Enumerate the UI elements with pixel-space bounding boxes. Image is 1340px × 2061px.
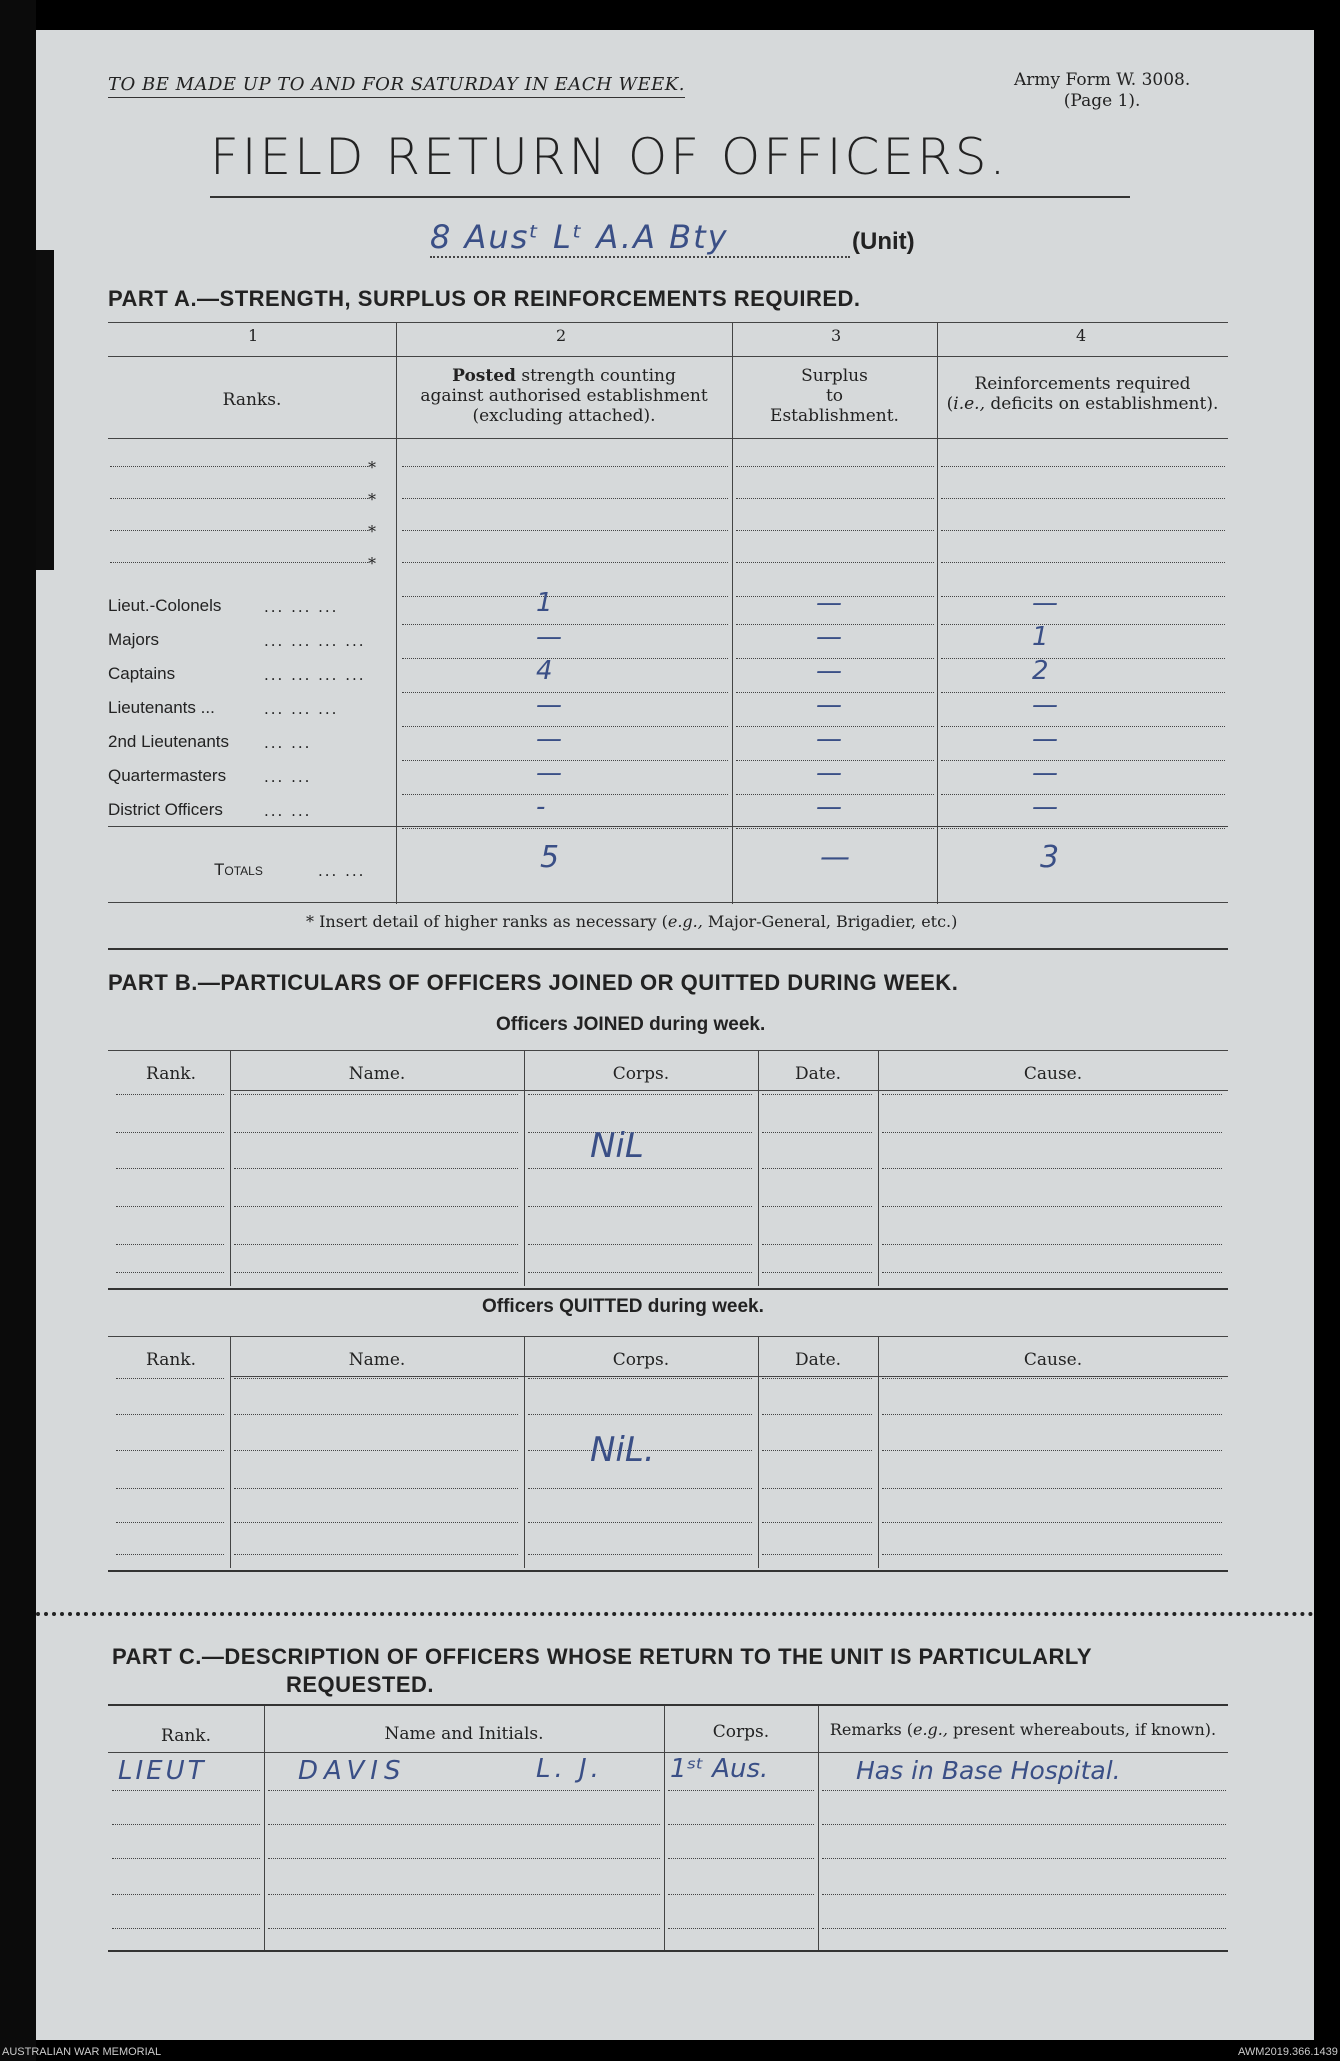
part-a-top-rule — [108, 322, 1228, 323]
rank-dots: ... ... ... ... — [264, 666, 366, 684]
surplus-value: — — [816, 792, 842, 822]
joined-col-header: Cause. — [1023, 1064, 1083, 1084]
reinf-line — [941, 562, 1225, 563]
joined-row-line — [234, 1094, 518, 1095]
quitted-row-line — [116, 1378, 224, 1379]
quitted-header-rule — [230, 1376, 1228, 1377]
joined-col-header: Date. — [794, 1064, 842, 1084]
posted-line — [402, 692, 728, 693]
surplus-value: — — [816, 724, 842, 754]
part-c-row-line — [268, 1894, 660, 1895]
part-a-end-rule — [108, 948, 1228, 950]
part-c-rank-entry: LIEUT — [118, 1756, 207, 1786]
joined-row-line — [762, 1132, 872, 1133]
joined-row-line — [116, 1272, 224, 1273]
reinf-value: — — [1032, 758, 1058, 788]
joined-row-line — [882, 1094, 1222, 1095]
posted-value: — — [536, 724, 562, 754]
surplus-line — [736, 466, 934, 467]
remarks-eg: e.g., — [912, 1720, 948, 1739]
part-c-row-line — [822, 1894, 1226, 1895]
part-c-row-line — [822, 1858, 1226, 1859]
total-posted: 5 — [540, 840, 560, 875]
part-c-row-line — [112, 1790, 260, 1791]
joined-row-line — [234, 1132, 518, 1133]
reinf-header-line2: deficits on establishment). — [990, 394, 1219, 414]
quitted-row-line — [762, 1522, 872, 1523]
joined-col-divider — [524, 1050, 525, 1286]
totals-bottom-rule — [108, 902, 1228, 903]
part-c-name-header: Name and Initials. — [384, 1724, 544, 1744]
weekly-instruction: TO BE MADE UP TO AND FOR SATURDAY IN EACH WEEK. — [108, 74, 685, 98]
joined-row-line — [882, 1272, 1222, 1273]
star-marker: * — [368, 522, 376, 541]
quitted-row-line — [234, 1488, 518, 1489]
joined-row-line — [234, 1272, 518, 1273]
part-c-end-rule — [108, 1950, 1228, 1952]
reinforcements-header: Reinforcements required (i.e., deficits on establishment). — [937, 374, 1228, 414]
part-c-title-line1: PART C.—DESCRIPTION OF OFFICERS WHOSE RETURN TO THE UNIT IS PARTICULARLY — [112, 1644, 1092, 1669]
quitted-row-line — [234, 1414, 518, 1415]
part-c-row-line — [668, 1790, 814, 1791]
joined-row-line — [116, 1244, 224, 1245]
quitted-row-line — [882, 1554, 1222, 1555]
reinf-value: 2 — [1032, 656, 1049, 686]
rank-label: Majors — [108, 630, 160, 649]
quitted-row-line — [528, 1554, 752, 1555]
quitted-row-line — [762, 1488, 872, 1489]
quitted-col-divider — [878, 1336, 879, 1568]
total-reinforcements: 3 — [1040, 840, 1060, 875]
joined-top-rule — [108, 1050, 1228, 1051]
joined-row-line — [882, 1206, 1222, 1207]
part-a-footnote — [306, 912, 957, 931]
totals-top-rule — [108, 826, 1228, 827]
quitted-row-line — [762, 1378, 872, 1379]
part-c-rank-header: Rank. — [161, 1726, 211, 1746]
unit-label: (Unit) — [852, 228, 915, 255]
posted-line — [402, 658, 728, 659]
col-number-3: 3 — [831, 326, 842, 345]
joined-title: Officers JOINED during week. — [496, 1014, 766, 1035]
part-c-remarks-entry: Has in Base Hospital. — [856, 1756, 1121, 1785]
higher-rank-line — [110, 530, 368, 531]
footnote-eg: e.g., — [667, 912, 703, 931]
posted-header-line1: strength counting — [521, 366, 676, 386]
army-form-id — [1014, 70, 1190, 112]
joined-row-line — [116, 1168, 224, 1169]
col-number-4: 4 — [1076, 326, 1087, 345]
higher-rank-line — [110, 498, 368, 499]
rank-dots: ... ... — [264, 768, 312, 786]
quitted-row-line — [116, 1450, 224, 1451]
part-c-name-entry: DAVIS — [298, 1756, 407, 1786]
joined-row-line — [528, 1168, 752, 1169]
surplus-line — [736, 562, 934, 563]
posted-line — [402, 726, 728, 727]
part-c-row-line — [112, 1824, 260, 1825]
part-c-row-line — [268, 1824, 660, 1825]
reinf-line — [941, 596, 1225, 597]
quitted-row-line — [882, 1522, 1222, 1523]
quitted-row-line — [234, 1522, 518, 1523]
reinf-line — [941, 760, 1225, 761]
col-number-2: 2 — [556, 326, 567, 345]
posted-value: - — [536, 792, 546, 822]
quitted-row-line — [528, 1414, 752, 1415]
joined-row-line — [528, 1094, 752, 1095]
quitted-entry: NiL. — [590, 1430, 655, 1470]
quitted-row-line — [116, 1522, 224, 1523]
quitted-col-header: Cause. — [1023, 1350, 1083, 1370]
posted-bold: Posted — [452, 366, 516, 386]
surplus-value: — — [816, 690, 842, 720]
star-marker: * — [368, 458, 376, 477]
part-c-row-line — [268, 1928, 660, 1929]
rank-dots: ... ... ... ... — [264, 632, 366, 650]
quitted-title: Officers QUITTED during week. — [482, 1296, 764, 1317]
star-marker: * — [368, 490, 376, 509]
part-c-header-rule — [108, 1752, 1228, 1753]
header-bottom-rule — [108, 438, 1228, 439]
quitted-col-header: Date. — [794, 1350, 842, 1370]
reinf-ie: i.e., — [953, 394, 985, 414]
posted-header — [396, 366, 732, 426]
part-c-row-line — [668, 1858, 814, 1859]
surplus-header-line2: to — [825, 386, 844, 406]
posted-line — [402, 562, 728, 563]
quitted-row-line — [116, 1414, 224, 1415]
posted-line — [402, 466, 728, 467]
reinf-line — [941, 498, 1225, 499]
footnote-post: Major-General, Brigadier, etc.) — [702, 912, 958, 931]
surplus-line — [736, 498, 934, 499]
rank-label: Quartermasters — [108, 766, 227, 785]
part-a-title: PART A.—STRENGTH, SURPLUS OR REINFORCEMENTS REQUIRED. — [108, 286, 861, 311]
joined-row-line — [234, 1244, 518, 1245]
quitted-row-line — [882, 1488, 1222, 1489]
quitted-top-rule — [108, 1336, 1228, 1337]
reinf-value: — — [1032, 724, 1058, 754]
joined-row-line — [116, 1206, 224, 1207]
joined-entry: NiL — [590, 1126, 644, 1166]
surplus-value: — — [816, 622, 842, 652]
joined-row-line — [762, 1206, 872, 1207]
posted-value: — — [536, 758, 562, 788]
posted-header-line3: (excluding attached). — [472, 406, 656, 426]
totals-label: Totals — [214, 860, 263, 879]
joined-row-line — [528, 1272, 752, 1273]
footer-reference: AWM2019.366.1439 — [1238, 2046, 1338, 2058]
part-c-row-line — [668, 1894, 814, 1895]
reinf-line — [941, 466, 1225, 467]
part-c-row-line — [268, 1790, 660, 1791]
reinf-value: — — [1032, 690, 1058, 720]
posted-header-line2: against authorised establishment — [420, 386, 708, 406]
rank-label: 2nd Lieutenants — [108, 732, 229, 751]
rank-label: District Officers — [108, 800, 223, 819]
footnote-pre: * Insert detail of higher ranks as necessary ( — [306, 912, 668, 931]
surplus-value: — — [816, 588, 842, 618]
surplus-header — [732, 366, 937, 426]
joined-row-line — [882, 1168, 1222, 1169]
joined-col-header: Rank. — [146, 1064, 196, 1084]
part-c-top-rule — [108, 1704, 1228, 1706]
quitted-row-line — [762, 1554, 872, 1555]
joined-row-line — [882, 1244, 1222, 1245]
reinf-value: — — [1032, 792, 1058, 822]
surplus-header-line1: Surplus — [801, 366, 868, 386]
part-c-row-line — [112, 1858, 260, 1859]
col-number-1: 1 — [248, 326, 259, 345]
form-number: Army Form W. 3008. — [1014, 70, 1191, 90]
joined-row-line — [762, 1272, 872, 1273]
left-dark-margin — [0, 0, 36, 2061]
higher-rank-line — [110, 466, 368, 467]
surplus-value: — — [816, 758, 842, 788]
reinf-line — [941, 624, 1225, 625]
quitted-row-line — [116, 1488, 224, 1489]
quitted-row-line — [528, 1488, 752, 1489]
quitted-col-divider — [758, 1336, 759, 1568]
joined-row-line — [528, 1244, 752, 1245]
joined-row-line — [116, 1132, 224, 1133]
part-c-row-line — [822, 1824, 1226, 1825]
surplus-value: — — [816, 656, 842, 686]
title-underline — [210, 196, 1130, 198]
posted-line — [402, 794, 728, 795]
quitted-col-header: Name. — [348, 1350, 406, 1370]
quitted-row-line — [882, 1378, 1222, 1379]
part-c-row-line — [822, 1928, 1226, 1929]
quitted-row-line — [234, 1450, 518, 1451]
quitted-col-header: Corps. — [612, 1350, 670, 1370]
remarks-pre: Remarks ( — [829, 1720, 913, 1739]
posted-value: — — [536, 690, 562, 720]
perforation-line — [36, 1612, 1314, 1616]
reinf-line — [941, 828, 1225, 829]
posted-line — [402, 760, 728, 761]
reinf-line — [941, 794, 1225, 795]
part-b-title: PART B.—PARTICULARS OF OFFICERS JOINED OR QUITTED DURING WEEK. — [108, 970, 959, 995]
quitted-row-line — [762, 1450, 872, 1451]
posted-line — [402, 828, 728, 829]
joined-row-line — [116, 1094, 224, 1095]
joined-row-line — [882, 1132, 1222, 1133]
part-c-corps-entry: 1ˢᵗ Aus. — [670, 1754, 769, 1784]
joined-col-divider — [230, 1050, 231, 1286]
part-c-initials-entry: L. J. — [536, 1754, 603, 1784]
unit-handwritten: 8 Ausᵗ Lᵗ A.A Bty — [430, 218, 729, 256]
part-c-row-line — [822, 1790, 1226, 1791]
quitted-col-divider — [524, 1336, 525, 1568]
col-number-rule — [108, 356, 1228, 357]
part-b-end-rule — [108, 1570, 1228, 1572]
reinf-line — [941, 726, 1225, 727]
page-title: FIELD RETURN OF OFFICERS. — [210, 128, 1009, 186]
quitted-col-divider — [230, 1336, 231, 1568]
rank-dots: ... ... — [264, 734, 312, 752]
rank-dots: ... ... ... — [264, 700, 339, 718]
joined-row-line — [762, 1244, 872, 1245]
joined-end-rule — [108, 1288, 1228, 1290]
quitted-row-line — [882, 1414, 1222, 1415]
part-c-divider-2 — [664, 1706, 665, 1950]
quitted-row-line — [528, 1378, 752, 1379]
star-marker: * — [368, 554, 376, 573]
quitted-row-line — [762, 1414, 872, 1415]
joined-row-line — [528, 1206, 752, 1207]
page-number: (Page 1). — [1063, 91, 1141, 111]
quitted-row-line — [528, 1522, 752, 1523]
posted-line — [402, 596, 728, 597]
quitted-row-line — [234, 1378, 518, 1379]
higher-rank-line — [110, 562, 368, 563]
rank-label: Lieut.-Colonels — [108, 596, 222, 615]
part-c-divider-3 — [818, 1706, 819, 1950]
reinf-value: — — [1032, 588, 1058, 618]
posted-line — [402, 498, 728, 499]
ranks-header: Ranks. — [222, 390, 282, 410]
quitted-row-line — [234, 1554, 518, 1555]
surplus-header-line3: Establishment. — [770, 406, 899, 426]
posted-value: 1 — [536, 588, 553, 618]
reinf-line — [941, 692, 1225, 693]
paper-fold-shadow — [36, 250, 54, 570]
joined-col-header: Name. — [348, 1064, 406, 1084]
part-c-title-line2: REQUESTED. — [286, 1672, 435, 1697]
posted-value: 4 — [536, 656, 553, 686]
footer-source: AUSTRALIAN WAR MEMORIAL — [2, 2046, 162, 2058]
reinf-header-line1: Reinforcements required — [974, 374, 1191, 394]
joined-col-divider — [878, 1050, 879, 1286]
part-c-row-line — [668, 1928, 814, 1929]
part-c-remarks-header — [818, 1720, 1228, 1740]
posted-line — [402, 530, 728, 531]
joined-header-rule — [230, 1090, 1228, 1091]
reinf-value: 1 — [1032, 622, 1049, 652]
rank-dots: ... ... — [264, 802, 312, 820]
rank-dots: ... ... ... — [264, 598, 339, 616]
joined-row-line — [762, 1168, 872, 1169]
joined-col-header: Corps. — [612, 1064, 670, 1084]
surplus-line — [736, 530, 934, 531]
posted-value: — — [536, 622, 562, 652]
totals-dots: ... ... — [318, 862, 366, 880]
reinf-line — [941, 530, 1225, 531]
part-c-row-line — [112, 1928, 260, 1929]
joined-row-line — [234, 1206, 518, 1207]
quitted-row-line — [116, 1554, 224, 1555]
part-c-corps-header: Corps. — [712, 1722, 770, 1742]
remarks-post: present whereabouts, if known). — [947, 1720, 1217, 1739]
joined-col-divider — [758, 1050, 759, 1286]
joined-row-line — [234, 1168, 518, 1169]
total-surplus: — — [820, 840, 850, 875]
quitted-row-line — [882, 1450, 1222, 1451]
part-c-row-line — [668, 1824, 814, 1825]
unit-dotted-line — [430, 256, 850, 258]
reinf-line — [941, 658, 1225, 659]
surplus-line — [736, 828, 934, 829]
part-c-row-line — [268, 1858, 660, 1859]
joined-row-line — [762, 1094, 872, 1095]
quitted-col-header: Rank. — [146, 1350, 196, 1370]
posted-line — [402, 624, 728, 625]
rank-label: Lieutenants ... — [108, 698, 215, 717]
part-c-row-line — [112, 1894, 260, 1895]
rank-label: Captains — [108, 664, 176, 683]
